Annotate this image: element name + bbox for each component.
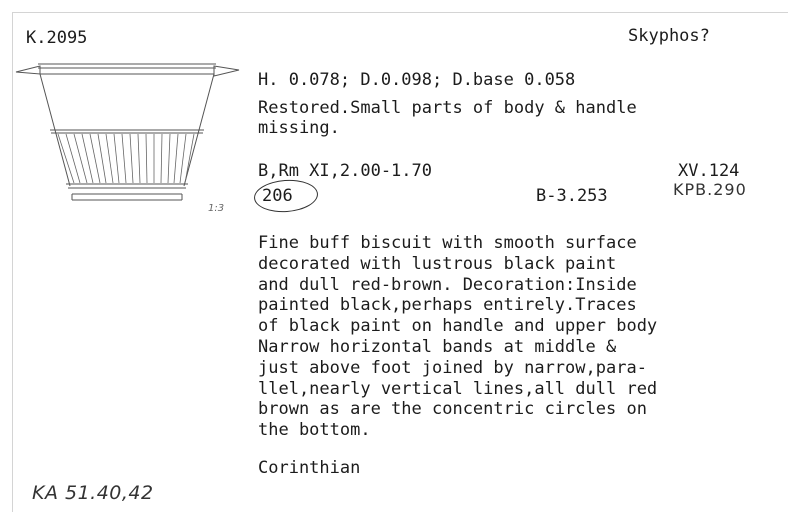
catalog-number: K.2095 [26,28,88,48]
period: Corinthian [258,458,361,478]
vessel-shape: Skyphos? [628,26,710,46]
xv-reference: XV.124 [678,161,740,181]
kpb-reference: KPB.290 [673,180,747,199]
skyphos-sketch-icon [14,60,244,210]
description: Fine buff biscuit with smooth surface decorated with lustrous black paint and dull red-brown. Decoration:Inside painted black,perhaps entirely.Traces of black paint on handle and upper body Narrow horizontal bands at middle & just above foot joined by narrow,para- llel,nearly vertical lines,all dull red brown as are the concentric circles on the bottom. [258,233,658,441]
provenance: B,Rm XI,2.00-1.70 [258,161,432,181]
condition-note: Restored.Small parts of body & handle missing. [258,98,637,138]
b-number: B-3.253 [536,186,608,206]
scale-note: 1:3 [208,203,225,214]
dimensions: H. 0.078; D.0.098; D.base 0.058 [258,70,576,90]
handwritten-note: KA 51.40,42 [32,482,154,504]
find-number: 206 [262,186,293,206]
